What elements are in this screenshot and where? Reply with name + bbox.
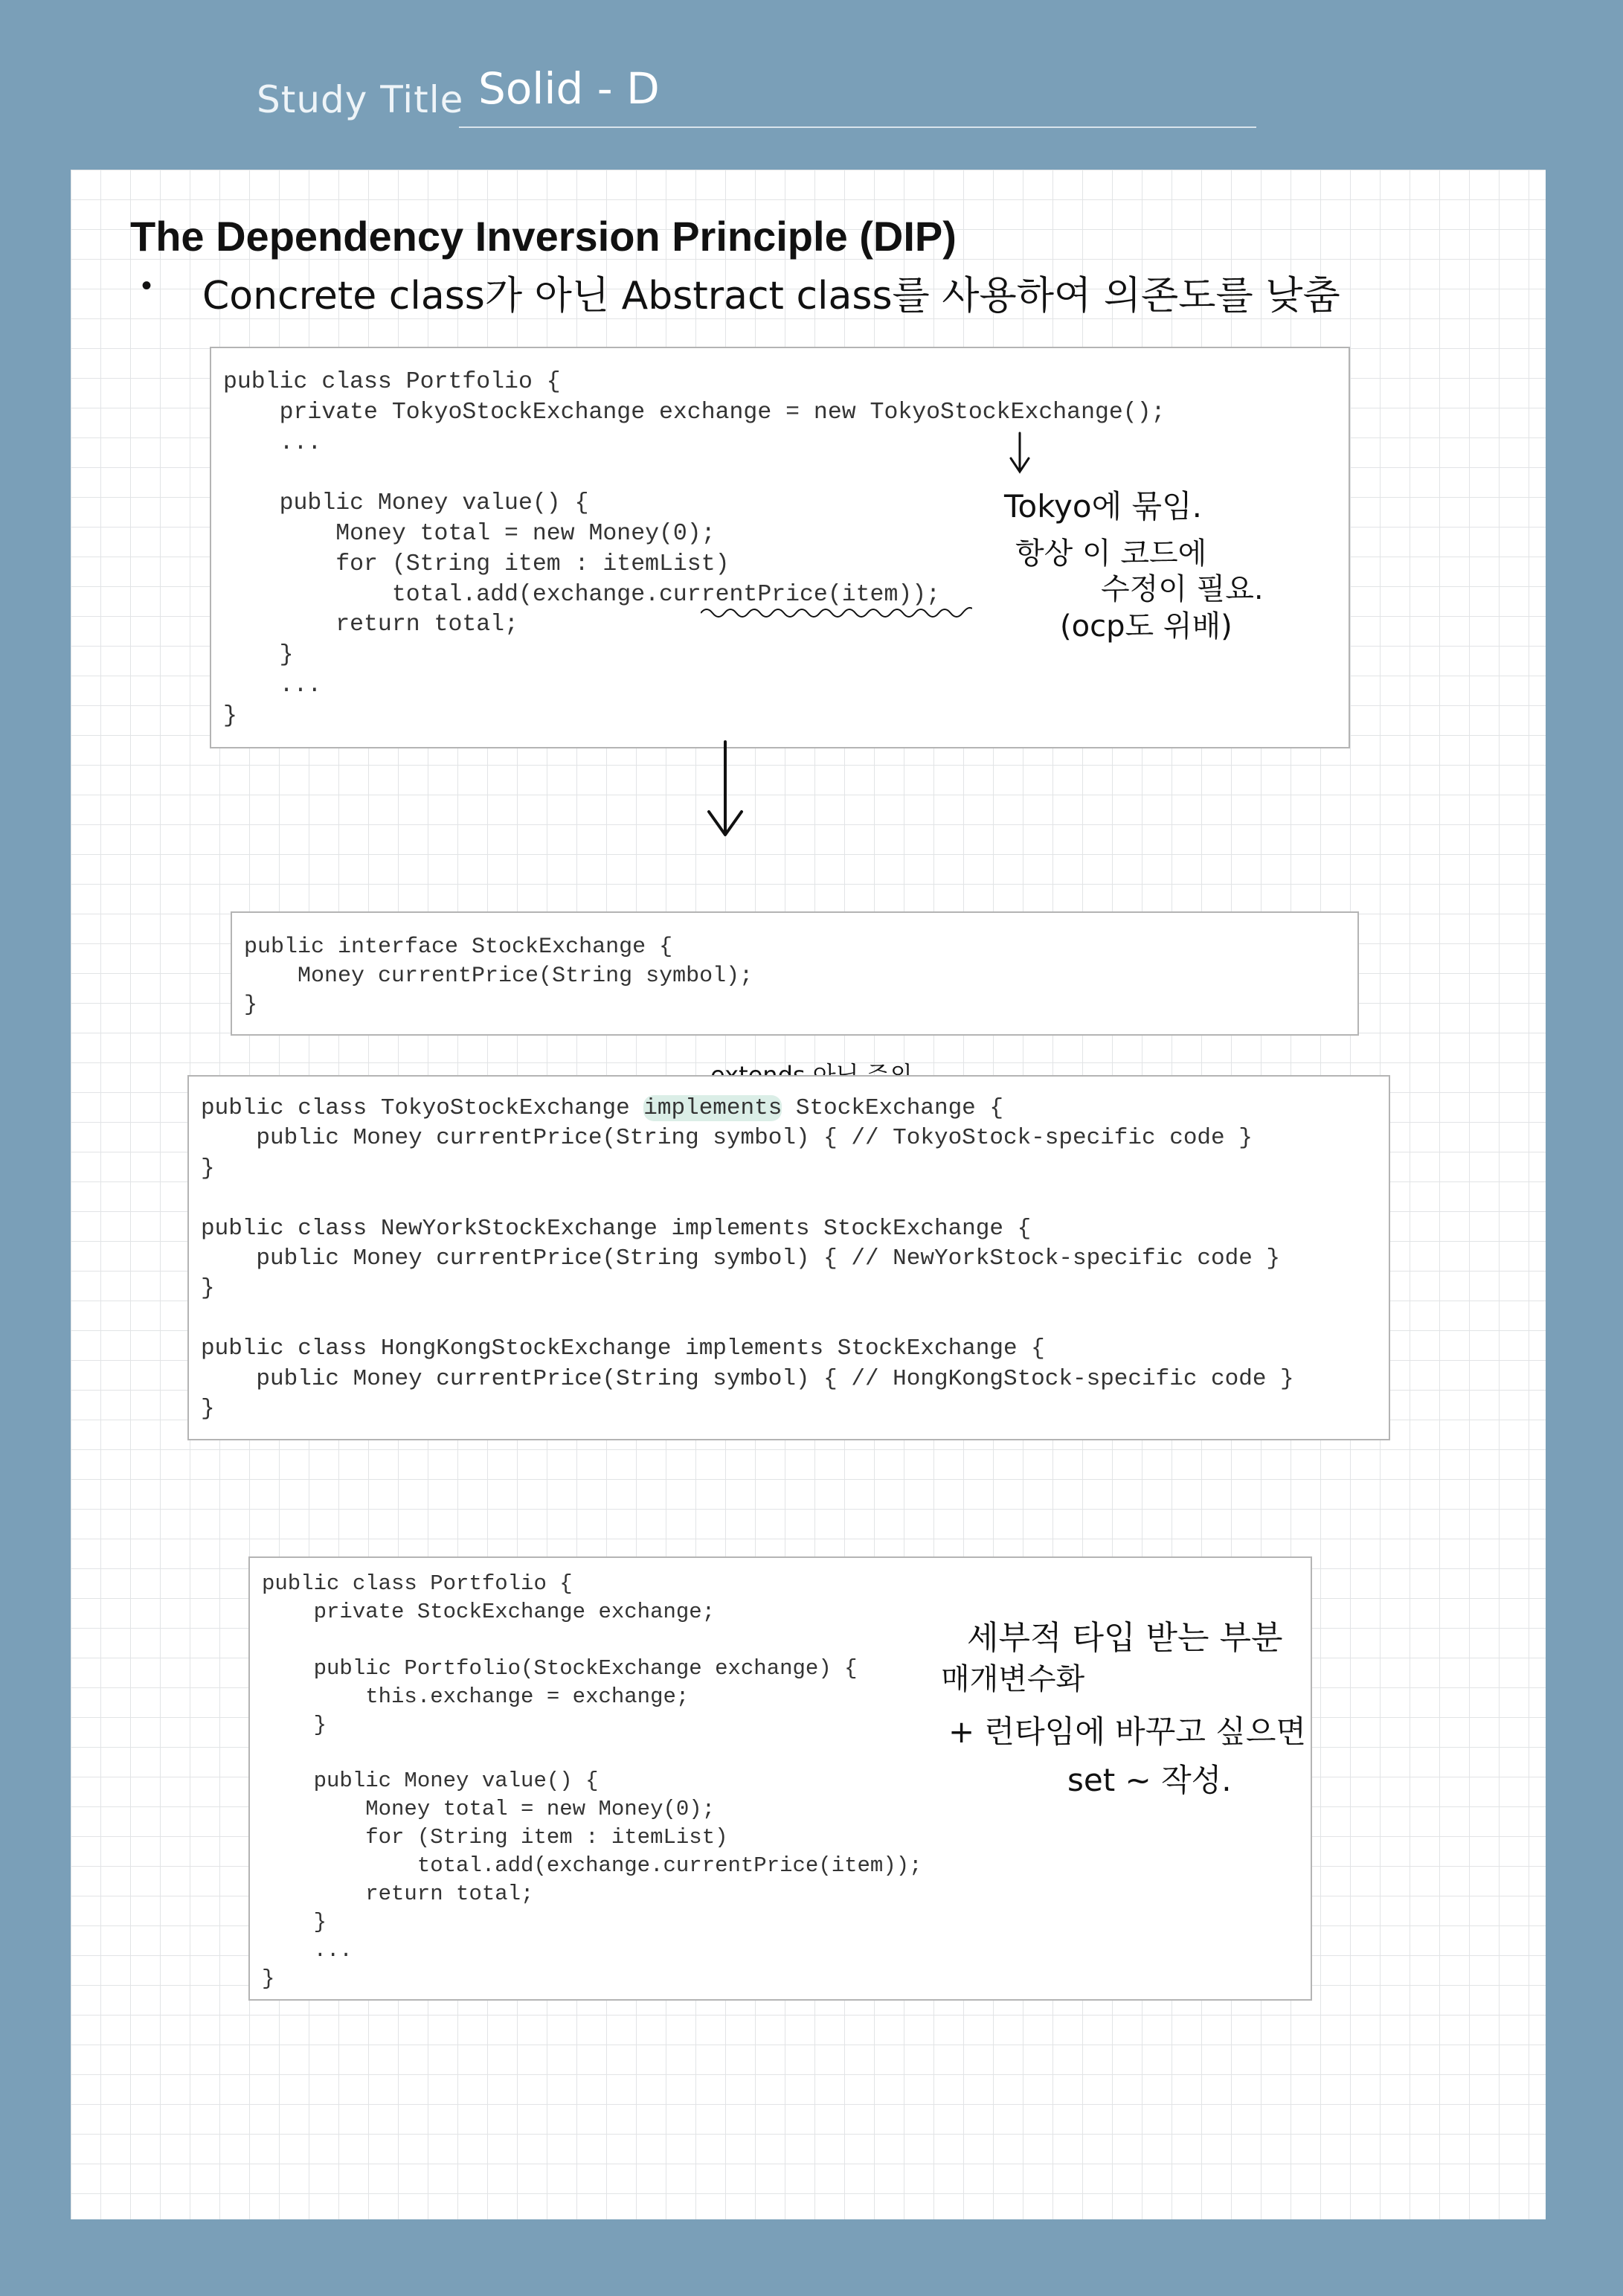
bullet-text: Concrete class가 아닌 Abstract class를 사용하여 의존도를 낮춤 [202, 274, 1340, 318]
note-3-line: 세부적 타입 받는 부분 [967, 1619, 1283, 1657]
section-heading: The Dependency Inversion Principle (DIP) [130, 213, 957, 260]
squiggle-underline [701, 604, 972, 622]
code-rest: public Money currentPrice(String symbol) { // TokyoStock-specific code } } public class NewYorkStockExchange implements StockExchange { public Money currentPrice(String symbol) { // NewYorkStock-specific code } } public class HongKongStockExchange implements StockExchange { public Money currentPrice(String symbol) { // HongKongStock-specific code } } [201, 1125, 1294, 1423]
code-text: public class Portfolio { private StockExchange exchange; public Portfolio(StockExchange exchange) { this.exchange = exchange; } public Money value() { Money total = new Money(0); for (String item : itemList) total.add(exchange.currentPrice(item)); return total; } ... } [262, 1571, 922, 1991]
study-title-underline [459, 126, 1256, 128]
down-arrow-icon [703, 740, 748, 841]
bullet-icon: • [141, 269, 152, 302]
code-text: public class Portfolio { private TokyoStockExchange exchange = new TokyoStockExchange(); ... public Money value() { Money total = new Money(0); for (String item : itemList) total.add(exchange.currentPrice(item)); return total; } ... } [223, 369, 1166, 729]
note-1-line: 수정이 필요. [1101, 572, 1264, 606]
implements-highlight: implements [643, 1095, 782, 1121]
note-1-line: 항상 이 코드에 [1015, 536, 1207, 571]
code-block-implementations [187, 1075, 1390, 1440]
note-3-line: set ~ 작성. [1067, 1762, 1232, 1798]
study-title-label: Study Title [257, 78, 464, 121]
code-line: StockExchange { [782, 1095, 1003, 1121]
code-text [201, 1094, 1294, 1424]
code-line: public class TokyoStockExchange [201, 1095, 644, 1121]
note-3-line: + 런타임에 바꾸고 싶으면 [948, 1713, 1306, 1750]
code-block-interface [231, 911, 1359, 1036]
small-down-arrow-icon [1008, 432, 1038, 476]
note-1-line: (ocp도 위배) [1060, 609, 1232, 644]
note-3-line: 매개변수화 [941, 1662, 1085, 1696]
study-title-value: Solid - D [478, 63, 660, 114]
code-text: public interface StockExchange { Money currentPrice(String symbol); } [244, 934, 753, 1018]
note-1-line: Tokyo에 묶임. [1004, 488, 1203, 525]
